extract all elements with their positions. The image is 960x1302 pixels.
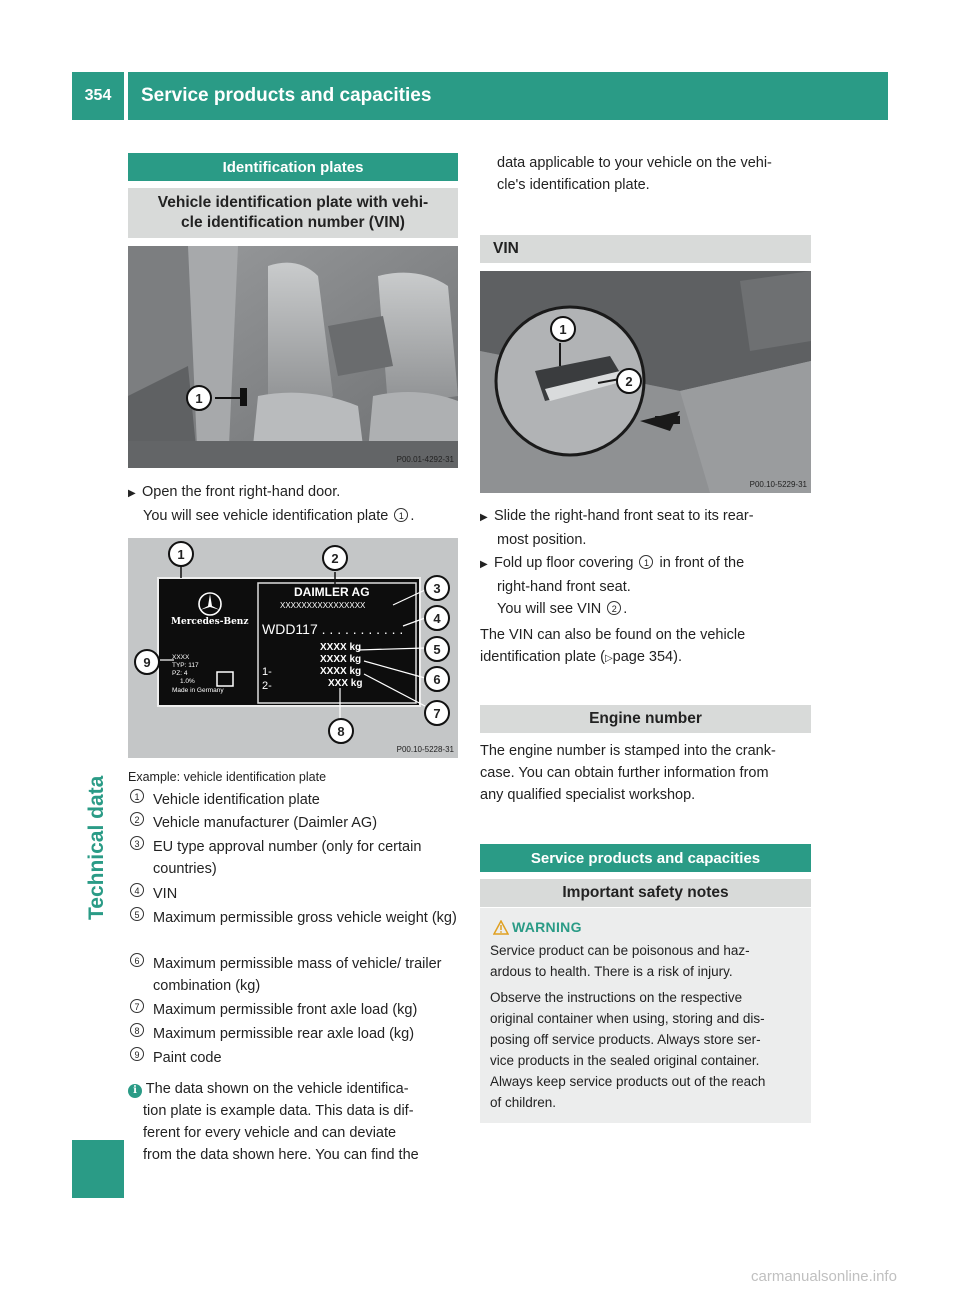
warning-box <box>480 908 811 1123</box>
warning-label: WARNING <box>512 919 582 935</box>
step-slide-seat: ▶ Slide the right-hand front seat to its rear- most position. <box>480 508 754 548</box>
step-arrow-icon: ▶ <box>480 512 488 523</box>
identification-plate-illustration <box>128 538 458 758</box>
plate-row-1: 1- <box>262 666 272 678</box>
step-fold-floor-covering: ▶ Fold up floor covering 1 in front of the right-hand front seat. You will see VIN 2 . <box>480 555 745 617</box>
page-ref-icon: ▷ <box>604 653 613 664</box>
info-icon: i <box>128 1084 142 1098</box>
plate-code: P00.10-5228-31 <box>396 745 454 754</box>
plate-row-2: 2- <box>262 680 272 692</box>
page-number: 354 <box>72 72 124 120</box>
step-open-door: ▶ Open the front right-hand door. You will see vehicle identification plate 1 . <box>128 484 415 524</box>
plate-brand: Mercedes-Benz <box>171 617 249 627</box>
section-title-service-products: Service products and capacities <box>480 844 811 872</box>
step-arrow-icon: ▶ <box>128 488 136 499</box>
watermark: carmanualsonline.info <box>751 1268 897 1285</box>
ref-badge: 2 <box>607 601 621 615</box>
plate-approval: XXXXXXXXXXXXXXXX <box>280 601 366 610</box>
vin-callout-1: 1 <box>550 316 576 342</box>
sidebar-marker <box>72 1140 124 1198</box>
plate-callout-7: 7 <box>424 700 450 726</box>
plate-callout-6: 6 <box>424 666 450 692</box>
ref-badge: 1 <box>394 508 408 522</box>
car-interior-photo <box>128 246 458 468</box>
vin-location-photo <box>480 271 811 493</box>
section-title-safety-notes: Important safety notes <box>480 879 811 907</box>
ref-badge: 1 <box>639 555 653 569</box>
section-title-engine-number: Engine number <box>480 705 811 733</box>
subsection-title-vin-plate: Vehicle identification plate with vehi- cle identification number (VIN) <box>128 188 458 238</box>
plate-callout-4: 4 <box>424 605 450 631</box>
vin-location-illustration <box>480 271 811 493</box>
plate-weight-4: XXX kg <box>328 678 363 689</box>
plate-paint-1: XXXX <box>172 654 190 661</box>
plate-caption: Example: vehicle identification plate <box>128 770 327 784</box>
engine-number-text: The engine number is stamped into the crank- case. You can obtain further information from any qualified specialist workshop. <box>480 743 776 803</box>
sidebar-label: Technical data <box>85 775 108 920</box>
plate-callout-9: 9 <box>134 649 160 675</box>
plate-manufacturer: DAIMLER AG <box>294 585 370 599</box>
step-arrow-icon: ▶ <box>480 559 488 570</box>
plate-paint-4: 1.0% <box>180 678 195 685</box>
vin-callout-2: 2 <box>616 368 642 394</box>
plate-weight-1: XXXX kg <box>320 642 362 653</box>
section-title-vin: VIN <box>480 235 811 263</box>
plate-vin: WDD117 . . . . . . . . . . . <box>262 621 404 637</box>
plate-paint-2: TYP: 117 <box>172 662 199 669</box>
plate-callout-2: 2 <box>322 545 348 571</box>
page-header-title: Service products and capacities <box>128 72 888 120</box>
plate-weight-2: XXXX kg <box>320 654 362 665</box>
info-note: i The data shown on the vehicle identifica- tion plate is example data. This data is dif- ferent for every vehicle and can deviate from the data shown here. You can find the <box>128 1078 463 1166</box>
plate-weight-3: XXXX kg <box>320 666 362 677</box>
warning-icon <box>493 920 509 940</box>
plate-callout-3: 3 <box>424 575 450 601</box>
plate-callout-1: 1 <box>168 541 194 567</box>
page-ref-link[interactable]: page 354). <box>612 649 682 665</box>
section-title-identification-plates: Identification plates <box>128 153 458 181</box>
photo-code: P00.01-4292-31 <box>396 455 454 464</box>
info-note-continued: data applicable to your vehicle on the vehi- cle's identification plate. <box>497 155 772 193</box>
plate-made-in: Made in Germany <box>172 687 224 694</box>
car-interior-illustration <box>128 246 458 468</box>
photo-code: P00.10-5229-31 <box>749 480 807 489</box>
warning-text: Service product can be poisonous and haz- ardous to health. There is a risk of injury. Observe the instructions on the respective original container when using, storing and dis- posing off service products. Always store ser- vice products in the sealed original container. Always keep service products out of the reach of children. <box>490 943 766 1110</box>
plate-callout-8: 8 <box>328 718 354 744</box>
plate-drawing <box>128 538 458 758</box>
plate-paint-3: PZ: 4 <box>172 670 188 677</box>
vin-also-note: The VIN can also be found on the vehicle identification plate (▷page 354). <box>480 627 746 665</box>
callout-1: 1 <box>186 385 212 411</box>
plate-callout-5: 5 <box>424 636 450 662</box>
